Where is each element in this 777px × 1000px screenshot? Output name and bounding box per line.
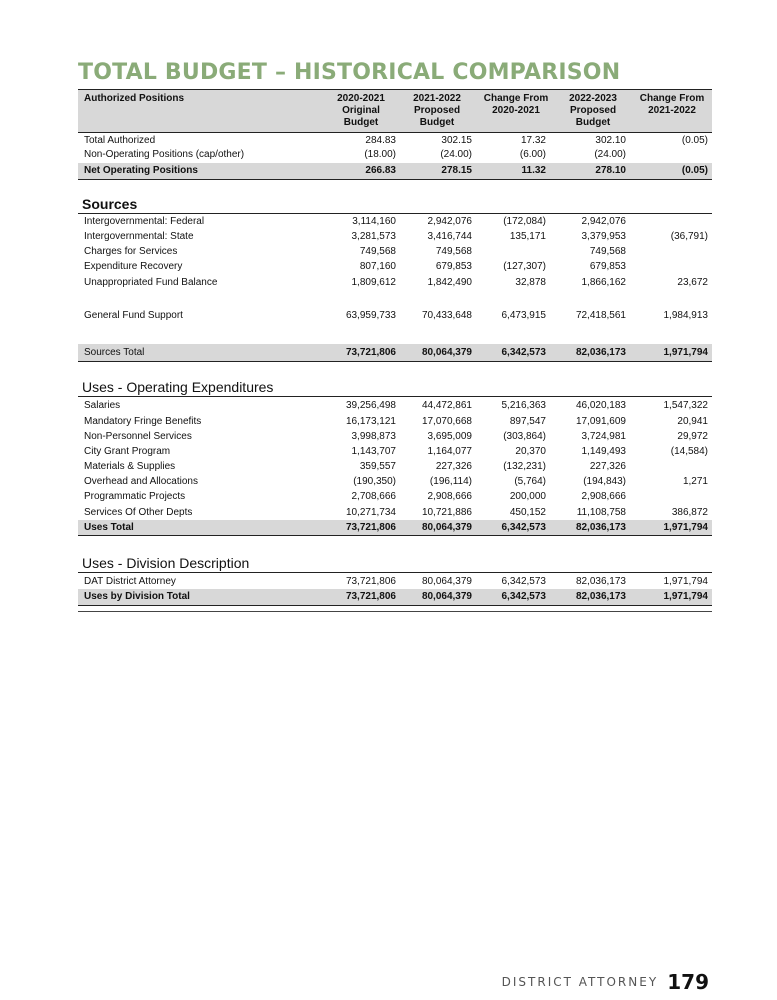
cell-value: (24.00)	[594, 149, 626, 160]
cell-value: (194,843)	[583, 476, 626, 487]
table-row	[78, 398, 712, 413]
cell-value: 749,568	[589, 246, 626, 257]
cell-value: 2,942,076	[427, 216, 472, 227]
cell-value: 897,547	[509, 416, 546, 427]
cell-value: 1,971,794	[663, 576, 708, 587]
cell-value: 73,721,806	[345, 522, 396, 533]
cell-value: 227,326	[589, 461, 626, 472]
cell-value: 1,984,913	[663, 310, 708, 321]
table-row	[78, 459, 712, 474]
row-label: Expenditure Recovery	[84, 261, 183, 272]
cell-value: 1,971,794	[663, 591, 708, 602]
table-row	[78, 229, 712, 244]
cell-value: 63,959,733	[345, 310, 396, 321]
cell-value: (18.00)	[364, 149, 396, 160]
cell-value: 2,908,666	[427, 491, 472, 502]
table-header	[78, 89, 712, 133]
divider	[78, 611, 712, 612]
cell-value: (5,764)	[514, 476, 546, 487]
row-label: Non-Personnel Services	[84, 431, 192, 442]
cell-value: (36,791)	[670, 231, 708, 242]
table-row	[78, 489, 712, 504]
cell-value: 82,036,173	[575, 576, 626, 587]
cell-value: 20,370	[515, 446, 546, 457]
page-title: TOTAL BUDGET – HISTORICAL COMPARISON	[78, 60, 621, 85]
row-label: City Grant Program	[84, 446, 171, 457]
cell-value: 807,160	[359, 261, 396, 272]
header-2022-2023-proposed-budget: 2022-2023 Proposed Budget	[569, 93, 617, 128]
table-row	[78, 444, 712, 459]
row-label: Unappropriated Fund Balance	[84, 277, 218, 288]
cell-value: 1,971,794	[663, 347, 708, 358]
cell-value: (127,307)	[503, 261, 546, 272]
cell-value: 17.32	[520, 135, 546, 146]
cell-value: 80,064,379	[421, 347, 472, 358]
divider	[78, 396, 712, 397]
header-authorized-positions: Authorized Positions	[84, 93, 184, 104]
cell-value: 17,070,668	[421, 416, 472, 427]
row-label: Salaries	[84, 400, 121, 411]
cell-value: 3,379,953	[581, 231, 626, 242]
cell-value: 3,724,981	[581, 431, 626, 442]
cell-value: 44,472,861	[421, 400, 472, 411]
cell-value: (14,584)	[670, 446, 708, 457]
table-row	[78, 133, 712, 148]
row-label: Intergovernmental: Federal	[84, 216, 205, 227]
row-label: DAT District Attorney	[84, 576, 176, 587]
cell-value: 46,020,183	[575, 400, 626, 411]
cell-value: (172,084)	[503, 216, 546, 227]
row-label: Net Operating Positions	[84, 165, 198, 176]
cell-value: 200,000	[509, 491, 546, 502]
cell-value: 80,064,379	[421, 591, 472, 602]
cell-value: 749,568	[435, 246, 472, 257]
section-title-sources: Sources	[82, 196, 138, 212]
table-row	[78, 429, 712, 444]
row-label: Materials & Supplies	[84, 461, 176, 472]
cell-value: 5,216,363	[501, 400, 546, 411]
table-row	[78, 214, 712, 229]
cell-value: 266.83	[365, 165, 396, 176]
cell-value: 284.83	[365, 135, 396, 146]
cell-value: (6.00)	[519, 149, 546, 160]
cell-value: 679,853	[435, 261, 472, 272]
row-label: Intergovernmental: State	[84, 231, 194, 242]
cell-value: 29,972	[677, 431, 708, 442]
cell-value: 278.10	[595, 165, 626, 176]
cell-value: 2,942,076	[581, 216, 626, 227]
cell-value: 73,721,806	[345, 347, 396, 358]
cell-value: 3,281,573	[351, 231, 396, 242]
cell-value: (0.05)	[681, 135, 708, 146]
cell-value: 1,971,794	[663, 522, 708, 533]
cell-value: 10,721,886	[421, 507, 472, 518]
row-label: Overhead and Allocations	[84, 476, 198, 487]
row-label: Uses by Division Total	[84, 591, 190, 602]
table-row-total	[78, 520, 712, 536]
section-title-uses-division: Uses - Division Description	[82, 555, 250, 571]
page-footer	[502, 970, 709, 994]
cell-value: 679,853	[589, 261, 626, 272]
cell-value: 73,721,806	[345, 591, 396, 602]
cell-value: 227,326	[435, 461, 472, 472]
table-row	[78, 308, 712, 323]
cell-value: 72,418,561	[575, 310, 626, 321]
header-2020-2021-original-budget: 2020-2021 Original Budget	[337, 93, 385, 128]
cell-value: (303,864)	[503, 431, 546, 442]
cell-value: 1,866,162	[581, 277, 626, 288]
cell-value: 11.32	[521, 165, 546, 176]
cell-value: (0.05)	[681, 165, 708, 176]
section-title-uses-operating: Uses - Operating Expenditures	[82, 379, 274, 395]
cell-value: 450,152	[509, 507, 546, 518]
page-number: 179	[667, 970, 709, 994]
cell-value: 6,342,573	[501, 576, 546, 587]
cell-value: 135,171	[509, 231, 546, 242]
cell-value: 3,114,160	[352, 216, 396, 227]
cell-value: (132,231)	[503, 461, 546, 472]
cell-value: 70,433,648	[421, 310, 472, 321]
table-row	[78, 505, 712, 520]
cell-value: 2,708,666	[351, 491, 396, 502]
cell-value: 1,842,490	[427, 277, 472, 288]
cell-value: 80,064,379	[421, 576, 472, 587]
cell-value: 1,164,077	[427, 446, 472, 457]
table-row	[78, 275, 712, 290]
cell-value: 80,064,379	[421, 522, 472, 533]
table-row	[78, 574, 712, 589]
row-label: Sources Total	[84, 347, 145, 358]
cell-value: 23,672	[677, 277, 708, 288]
row-label: Services Of Other Depts	[84, 507, 193, 518]
cell-value: (190,350)	[353, 476, 396, 487]
cell-value: 73,721,806	[345, 576, 396, 587]
cell-value: (24.00)	[440, 149, 472, 160]
cell-value: 6,473,915	[501, 310, 546, 321]
cell-value: 82,036,173	[575, 347, 626, 358]
table-row-total	[78, 163, 712, 180]
table-row	[78, 259, 712, 274]
table-row	[78, 414, 712, 429]
row-label: Programmatic Projects	[84, 491, 186, 502]
cell-value: (196,114)	[429, 476, 472, 487]
cell-value: 17,091,609	[575, 416, 626, 427]
cell-value: 3,416,744	[427, 231, 472, 242]
row-label: Non-Operating Positions (cap/other)	[84, 149, 245, 160]
cell-value: 16,173,121	[345, 416, 396, 427]
cell-value: 1,149,493	[581, 446, 626, 457]
cell-value: 3,695,009	[427, 431, 472, 442]
row-label: Mandatory Fringe Benefits	[84, 416, 202, 427]
cell-value: 10,271,734	[345, 507, 396, 518]
cell-value: 6,342,573	[501, 347, 546, 358]
header-2021-2022-proposed-budget: 2021-2022 Proposed Budget	[413, 93, 461, 128]
cell-value: 386,872	[671, 507, 708, 518]
cell-value: 359,557	[359, 461, 396, 472]
cell-value: 1,547,322	[663, 400, 708, 411]
table-row	[78, 147, 712, 162]
table-row-total	[78, 589, 712, 606]
cell-value: 82,036,173	[575, 591, 626, 602]
cell-value: 82,036,173	[575, 522, 626, 533]
cell-value: 6,342,573	[501, 591, 546, 602]
cell-value: 1,809,612	[351, 277, 396, 288]
cell-value: 39,256,498	[345, 400, 396, 411]
footer-department: DISTRICT ATTORNEY	[501, 975, 659, 989]
row-label: Charges for Services	[84, 246, 178, 257]
cell-value: 11,108,758	[576, 507, 626, 518]
cell-value: 20,941	[677, 416, 708, 427]
cell-value: 6,342,573	[501, 522, 546, 533]
table-row	[78, 244, 712, 259]
cell-value: 3,998,873	[351, 431, 396, 442]
cell-value: 749,568	[359, 246, 396, 257]
divider	[78, 572, 712, 573]
cell-value: 278.15	[441, 165, 472, 176]
row-label: Total Authorized	[84, 135, 156, 146]
cell-value: 32,878	[515, 277, 546, 288]
cell-value: 1,143,707	[351, 446, 396, 457]
cell-value: 2,908,666	[581, 491, 626, 502]
cell-value: 1,271	[682, 476, 708, 487]
header-change-from-2021-2022: Change From 2021-2022	[639, 93, 705, 116]
table-row	[78, 474, 712, 489]
cell-value: 302.10	[595, 135, 626, 146]
cell-value: 302.15	[441, 135, 472, 146]
table-row-total	[78, 344, 712, 362]
row-label: Uses Total	[84, 522, 134, 533]
row-label: General Fund Support	[84, 310, 183, 321]
header-change-from-2020-2021: Change From 2020-2021	[483, 93, 549, 116]
